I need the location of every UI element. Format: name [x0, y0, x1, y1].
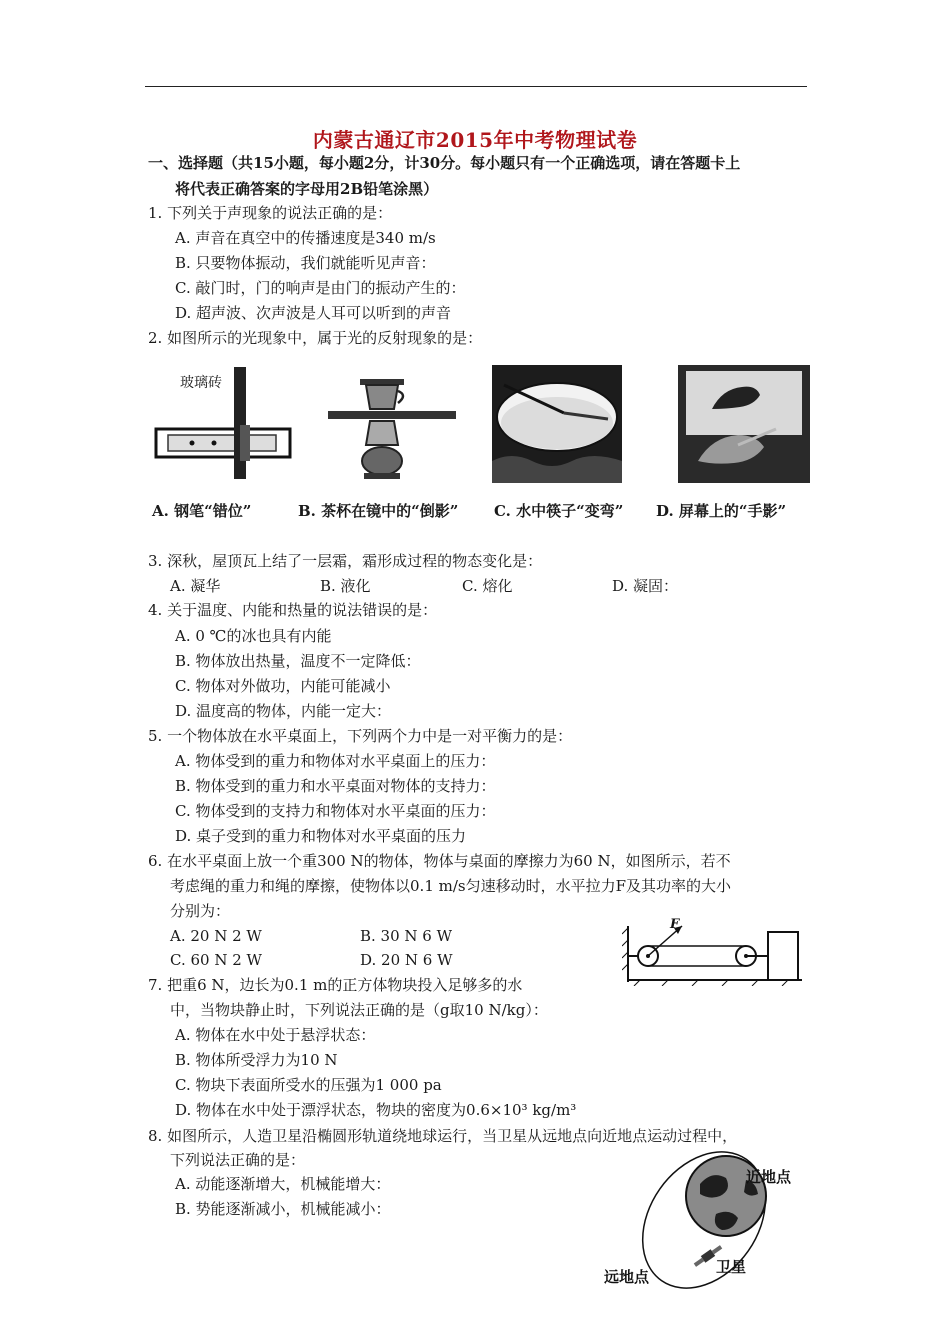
q7-option-b: B. 物体所受浮力为10 N [175, 1051, 338, 1069]
perigee-label: 近地点 [746, 1168, 792, 1186]
q5-stem: 5. 一个物体放在水平桌面上，下列两个力中是一对平衡力的是： [148, 727, 573, 745]
figure-teacup-mirror [326, 365, 458, 483]
q6-option-a: A. 20 N 2 W [170, 927, 262, 945]
q1-stem: 1. 下列关于声现象的说法正确的是： [148, 204, 393, 222]
q2-caption-d: D. 屏幕上的“手影” [656, 502, 787, 520]
q2-stem: 2. 如图所示的光现象中，属于光的反射现象的是： [148, 329, 483, 347]
header-rule [145, 86, 807, 87]
q8-option-b: B. 势能逐渐减小，机械能减小： [175, 1200, 391, 1218]
q7-stem-line1: 7. 把重6 N，边长为0.1 m的正方体物块投入足够多的水 [148, 976, 523, 994]
q6-option-b: B. 30 N 6 W [360, 927, 453, 945]
apogee-label: 远地点 [604, 1268, 650, 1286]
q7-option-d: D. 物体在水中处于漂浮状态，物块的密度为0.6×10³ kg/m³ [175, 1101, 577, 1119]
q3-stem: 3. 深秋，屋顶瓦上结了一层霜，霜形成过程的物态变化是： [148, 552, 543, 570]
q4-option-d: D. 温度高的物体，内能一定大： [175, 702, 392, 720]
q1-option-b: B. 只要物体振动，我们就能听见声音： [175, 254, 436, 272]
q5-option-a: A. 物体受到的重力和物体对水平桌面上的压力： [175, 752, 496, 770]
q1-option-c: C. 敲门时，门的响声是由门的振动产生的： [175, 279, 466, 297]
figure-pulley-block [622, 916, 808, 986]
q7-option-a: A. 物体在水中处于悬浮状态： [175, 1026, 376, 1044]
q7-option-c: C. 物块下表面所受水的压强为1 000 pa [175, 1076, 442, 1094]
q5-option-b: B. 物体受到的重力和水平桌面对物体的支持力： [175, 777, 496, 795]
q6-stem-line3: 分别为： [170, 902, 231, 920]
figure-chopstick-water [492, 365, 622, 483]
q4-option-b: B. 物体放出热量，温度不一定降低： [175, 652, 421, 670]
glass-block-label: 玻璃砖 [180, 375, 222, 391]
q5-option-d: D. 桌子受到的重力和物体对水平桌面的压力 [175, 827, 467, 845]
figure-satellite-orbit [596, 1150, 822, 1290]
force-label-f: F [670, 917, 680, 932]
q4-stem: 4. 关于温度、内能和热量的说法错误的是： [148, 601, 438, 619]
q3-option-d: D. 凝固： [612, 577, 679, 595]
q2-caption-b: B. 茶杯在镜中的“倒影” [298, 502, 459, 520]
q2-caption-a: A. 钢笔“错位” [152, 502, 252, 520]
figure-hand-shadow [678, 365, 810, 483]
satellite-label: 卫星 [716, 1258, 747, 1276]
q2-caption-c: C. 水中筷子“变弯” [494, 502, 624, 520]
q4-option-c: C. 物体对外做功，内能可能减小 [175, 677, 391, 695]
q5-option-c: C. 物体受到的支持力和物体对水平桌面的压力： [175, 802, 496, 820]
q8-option-a: A. 动能逐渐增大，机械能增大： [175, 1175, 391, 1193]
section-heading-line2: 将代表正确答案的字母用2B铅笔涂黑） [175, 180, 439, 198]
q6-stem-line2: 考虑绳的重力和绳的摩擦，使物体以0.1 m/s匀速移动时，水平拉力F及其功率的大小 [170, 877, 732, 895]
q1-option-a: A. 声音在真空中的传播速度是340 m/s [175, 229, 436, 247]
q8-stem-line1: 8. 如图所示，人造卫星沿椭圆形轨道绕地球运行，当卫星从远地点向近地点运动过程中， [148, 1127, 738, 1145]
q3-option-c: C. 熔化 [462, 577, 513, 595]
q7-stem-line2: 中，当物块静止时，下列说法正确的是（g取10 N/kg）： [170, 1001, 548, 1019]
page-title: 内蒙古通辽市2015年中考物理试卷 [312, 128, 638, 152]
q6-stem-line1: 6. 在水平桌面上放一个重300 N的物体，物体与桌面的摩擦力为60 N，如图所示，若不 [148, 852, 731, 870]
q3-option-b: B. 液化 [320, 577, 371, 595]
q3-option-a: A. 凝华 [170, 577, 221, 595]
q6-option-c: C. 60 N 2 W [170, 951, 262, 969]
figure-pen-glass-block [154, 365, 294, 483]
q4-option-a: A. 0 ℃的冰也具有内能 [175, 627, 332, 645]
section-heading-line1: 一、选择题（共15小题，每小题2分，计30分。每小题只有一个正确选项，请在答题卡上 [148, 154, 741, 172]
q6-option-d: D. 20 N 6 W [360, 951, 453, 969]
q1-option-d: D. 超声波、次声波是人耳可以听到的声音 [175, 304, 452, 322]
q8-stem-line2: 下列说法正确的是： [170, 1151, 306, 1169]
